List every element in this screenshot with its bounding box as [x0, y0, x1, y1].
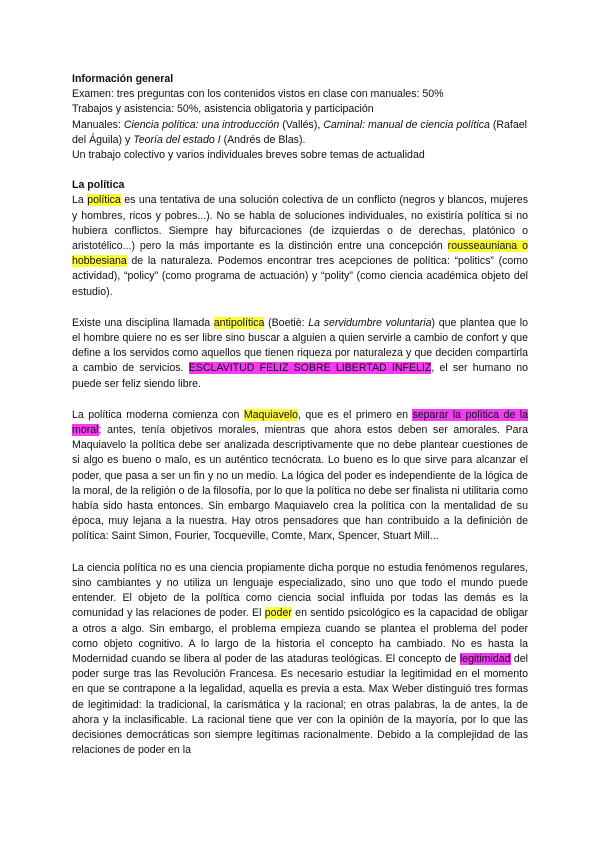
- work-line: Trabajos y asistencia: 50%, asistencia obligatoria y participación: [72, 103, 374, 116]
- highlight-rousseau-hobbes: rousseauniana o hobbesiana: [72, 240, 528, 268]
- p1-text-3: de la naturaleza. Podemos encontrar tres acepciones de política: “politics” (como actividad), “policy” (como programa de actuación) y “polity” (como ciencia académica objeto del estudio).: [72, 255, 528, 298]
- paragraph-4: [72, 561, 528, 759]
- manual-author-aguila: (Rafael del Águila) y: [72, 118, 527, 146]
- paragraph-3: [72, 408, 528, 545]
- p3-text-1: La política moderna comienza con: [72, 408, 244, 421]
- paragraph-1: [72, 193, 528, 299]
- politica-heading: La política: [72, 179, 125, 192]
- highlight-legitimidad: legitimidad: [459, 652, 511, 665]
- p4-text-3: del poder surge tras las Revolución Francesa. Es necesario estudiar la legitimidad en el momento en que se contrapone a la legalidad, aquella es previa a esta. Max Weber distinguió tres formas de legitimidad: la tradicional, la carismática y la racional; en otras palabras, la de antes, la de ahora y la inclasificable. La racional tiene que ver con la opinión de la mayoría, por lo que las decisiones democráticas son siempre legítimas racionalmente. Debido a la complejidad de las relaciones de poder en la: [72, 652, 528, 757]
- paragraph-2: [72, 316, 528, 392]
- manual-title-caminal: Caminal: manual de ciencia política: [323, 118, 490, 131]
- p4-text-1: La ciencia política no es una ciencia propiamente dicha porque no estudia fenómenos regulares, sino cambiantes y no utiliza un lenguaje especializado, sino uno que todo el mundo puede entender. El objeto de la política como ciencia social influida por todas las demás es la comunidad y las relaciones de poder. El: [72, 561, 528, 620]
- p3-text-2: , que es el primero en: [298, 408, 413, 421]
- general-info-section: [72, 72, 528, 163]
- assignments-line: Un trabajo colectivo y varios individuales breves sobre temas de actualidad: [72, 149, 425, 162]
- p2-text-3: ) que plantea que lo el hombre quiere no es ser libre sino buscar a alguien a quien servirle a cambio de confort y que define a los servidos como aquellos que tienen riqueza por naturaleza y que deciden compartirla a cambio de servicios.: [72, 316, 528, 375]
- p2-text-2: (Boetiè:: [264, 316, 309, 329]
- highlight-antipolitica: antipolítica: [213, 316, 265, 329]
- book-title-servidumbre: La servidumbre voluntaria: [308, 316, 432, 329]
- manuals-prefix: Manuales:: [72, 118, 124, 131]
- highlight-politica: política: [87, 194, 121, 207]
- p1-text-1: La: [72, 194, 88, 207]
- p2-text-1: Existe una disciplina llamada: [72, 316, 214, 329]
- p3-text-3: ; antes, tenía objetivos morales, mientras que ahora estos deben ser amorales. Para Maquiavelo la política debe ser analizada descriptivamente que no debe plantear cuestiones de si algo es bueno o malo, es un auténtico tecnócrata. Lo bueno es lo que sirve para alcanzar el poder, que pasa a ser un fin y no un medio. La lógica del poder es independiente de la lógica de la moral, de la religión o de la filosofía, por lo que la política no debe ser finalista ni utilitaria como había sido hasta entonces. Sin embargo Maquiavelo crea la política con la mentalidad de su época, muy lejana a la nuestra. Hay otros pensadores que han contribuido a la definición de política: Saint Simon, Fourier, Tocqueville, Comte, Marx, Spencer, Stuart Mill...: [72, 424, 528, 543]
- manual-author-valles: (Vallés),: [279, 118, 324, 131]
- general-info-heading: Información general: [72, 73, 174, 85]
- manual-title-valles: Ciencia política: una introducción: [123, 118, 280, 131]
- highlight-esclavitud: ESCLAVITUD FELIZ SOBRE LIBERTAD INFELIZ: [188, 362, 432, 375]
- exam-line: Examen: tres preguntas con los contenidos vistos en clase con manuales: 50%: [72, 88, 444, 101]
- manual-title-teoria: Teoría del estado I: [133, 133, 221, 146]
- p2-text-4: , el ser humano no puede ser feliz siendo libre.: [72, 362, 529, 390]
- p1-text-2: es una tentativa de una solución colectiva de un conflicto (negros y blancos, mujeres y hombres, ricos y pobres...). No se habla de soluciones individuales, no existiría política si no hubiera conflictos. Siempre hay bifurcaciones (de izquierdas o de derechas, platónico o aristotélico...) pero la más importante es la distinción entre una concepción: [72, 194, 528, 253]
- highlight-poder: poder: [264, 607, 292, 620]
- manual-author-blas: (Andrés de Blas).: [220, 133, 306, 146]
- manuals-line: [72, 118, 528, 148]
- politica-section: [72, 178, 528, 758]
- p4-text-2: en sentido psicológico es la capacidad de obligar a otros a algo. Sin embargo, el problema empieza cuando se plantea el problema del poder como objeto cognitivo. A lo largo de la historia el concepto ha cambiado. No es hasta la Modernidad cuando se libera al poder de las ataduras teológicas. El concepto de: [72, 607, 529, 665]
- highlight-separar-moral: separar la política de la moral: [72, 408, 529, 437]
- highlight-maquiavelo: Maquiavelo: [243, 408, 299, 421]
